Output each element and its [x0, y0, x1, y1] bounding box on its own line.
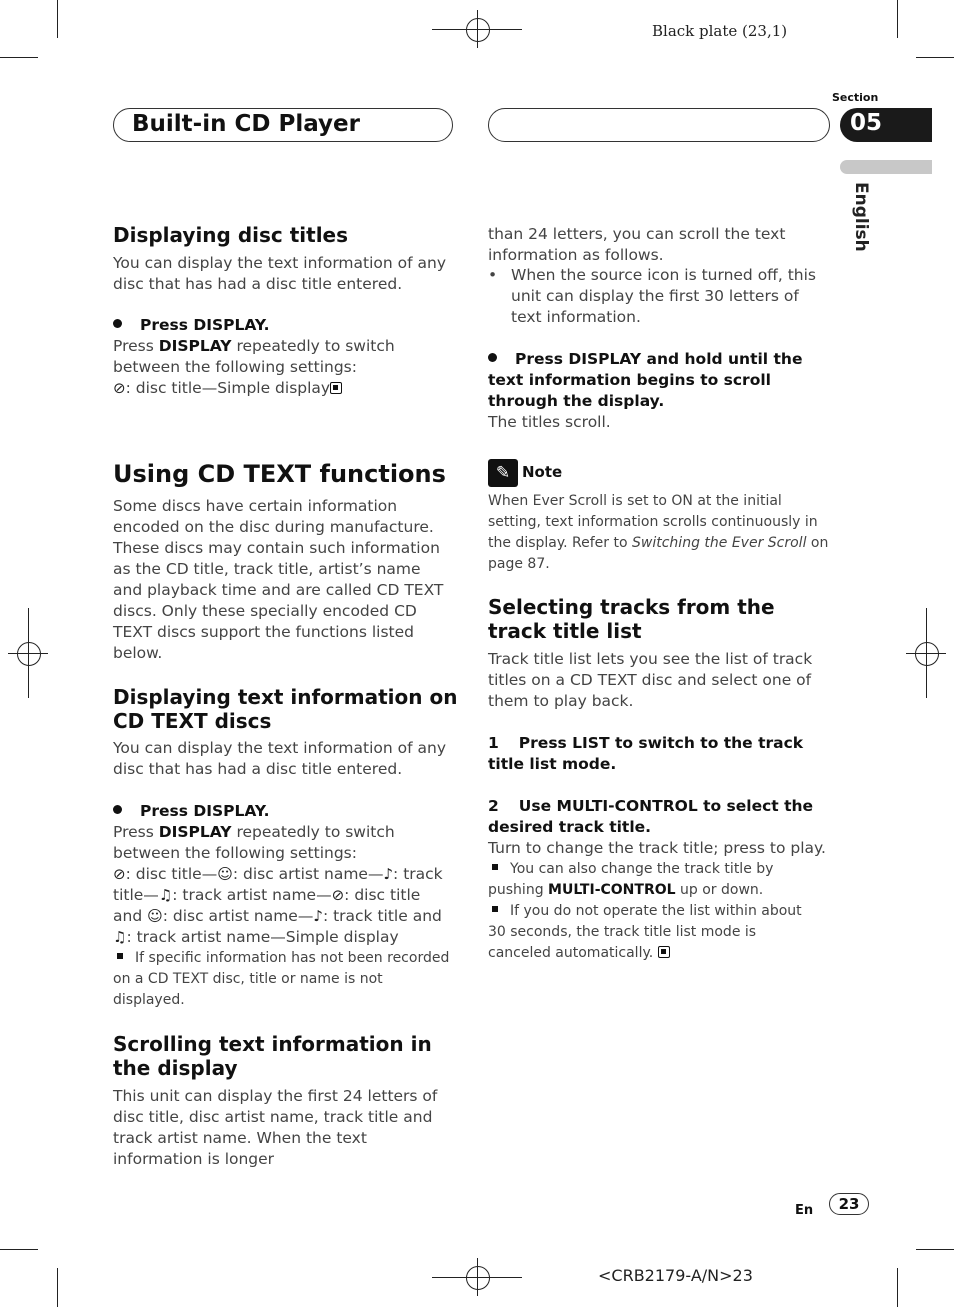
- settings-text: : track title—: [113, 865, 443, 904]
- registration-mark: [466, 1266, 490, 1290]
- note-body: on page 87.: [488, 535, 829, 572]
- chapter-title-pill: [113, 108, 453, 142]
- settings-text: : disc title—: [125, 865, 218, 883]
- language-tab-bar: [840, 160, 932, 174]
- text-info-intro: You can display the text information of any disc that has had a disc title entered.: [113, 739, 447, 778]
- step-number: 2: [488, 797, 499, 815]
- bullet-icon: [488, 353, 497, 362]
- track-title-icon: ♪: [313, 907, 323, 925]
- track-list-step-1: [488, 733, 830, 775]
- settings-text: : track artist name—: [172, 886, 332, 904]
- body-text: repeatedly to switch between the following settings:: [113, 337, 395, 376]
- step-label: Use MULTI-CONTROL to select the desired track title.: [488, 797, 814, 836]
- settings-text: : track artist name—Simple display: [126, 928, 399, 946]
- body-text: repeatedly to switch between the following settings:: [113, 823, 395, 862]
- display-key-label: DISPLAY: [158, 823, 232, 841]
- step-label: Press DISPLAY.: [140, 802, 270, 820]
- body-text: Press: [113, 337, 159, 355]
- settings-text: : track title and: [322, 907, 442, 925]
- bullet-icon: •: [488, 266, 498, 284]
- scrolling-bullet: [488, 265, 830, 328]
- note-text: [488, 491, 833, 575]
- note-pencil-icon: ✎: [488, 459, 518, 487]
- note-text: If specific information has not been recorded on a CD TEXT disc, title or name is not displayed.: [113, 950, 450, 1008]
- settings-text: : disc title and: [113, 886, 421, 925]
- note-text: up or down.: [675, 882, 764, 898]
- page-number: 23: [829, 1193, 869, 1215]
- track-artist-icon: ♫: [158, 886, 173, 904]
- body-text: Press: [113, 823, 159, 841]
- crop-mark: [897, 1268, 898, 1307]
- note-reference: Switching the Ever Scroll: [632, 535, 807, 551]
- track-list-intro: Track title list lets you see the list of track titles on a CD TEXT disc and select one of them to play back.: [488, 650, 813, 710]
- disc-title-icon: ⊘: [113, 865, 126, 883]
- note-body: When Ever Scroll is set to ON at the initial setting, text information scrolls continuously in the display. Refer to: [488, 493, 818, 551]
- settings-text: : disc artist name—: [162, 907, 314, 925]
- crop-mark: [897, 0, 898, 38]
- end-mark-icon: [658, 946, 670, 958]
- text-info-heading: Displaying text information on CD TEXT discs: [113, 685, 458, 733]
- step-number: 1: [488, 734, 499, 752]
- document-code: <CRB2179-A/N>23: [598, 1266, 753, 1285]
- track-list-note-2: [488, 901, 818, 964]
- text-info-step: [113, 801, 269, 822]
- note-bullet-icon: [492, 864, 498, 870]
- bullet-icon: [113, 805, 122, 814]
- plate-label: Black plate (23,1): [652, 22, 788, 40]
- registration-mark: [17, 642, 41, 666]
- crop-mark: [57, 1268, 58, 1307]
- scrolling-intro: This unit can display the first 24 letters of disc title, disc artist name, track title and track artist name. When the text information is longer: [113, 1087, 438, 1168]
- disc-title-icon: ⊘: [113, 379, 126, 397]
- end-mark-icon: [330, 382, 342, 394]
- note-text: You can also change the track title by pushing: [488, 861, 774, 898]
- registration-mark: [466, 18, 490, 42]
- note-bullet-icon: [117, 953, 123, 959]
- section-number-tab: [840, 108, 932, 142]
- settings-text: : disc title—Simple display: [125, 379, 331, 397]
- registration-mark: [915, 642, 939, 666]
- language-tab: English: [851, 182, 871, 252]
- bullet-icon: [113, 319, 122, 328]
- text-info-note: [113, 948, 458, 1011]
- display-key-label: DISPLAY: [158, 337, 232, 355]
- scroll-step-result: The titles scroll.: [488, 413, 611, 431]
- disc-artist-icon: ☺: [147, 907, 163, 925]
- track-list-step-2: [488, 796, 818, 838]
- cd-text-heading: Using CD TEXT functions: [113, 460, 446, 488]
- disc-titles-body: [113, 336, 453, 399]
- disc-titles-heading: Displaying disc titles: [113, 223, 349, 247]
- track-artist-icon: ♫: [113, 928, 127, 946]
- scrolling-heading: Scrolling text information in the display: [113, 1032, 432, 1080]
- note-label: Note: [522, 463, 563, 481]
- track-title-icon: ♪: [383, 865, 394, 883]
- track-list-note-1: [488, 859, 833, 901]
- multi-control-label: MULTI-CONTROL: [548, 882, 676, 898]
- section-number: 05: [850, 110, 883, 136]
- step-label: Press DISPLAY.: [140, 316, 270, 334]
- crop-mark: [916, 57, 954, 58]
- language-code: En: [795, 1203, 814, 1218]
- bullet-text: When the source icon is turned off, this unit can display the first 30 letters of text information.: [511, 266, 816, 326]
- step-label: Press LIST to switch to the track title list mode.: [488, 734, 804, 773]
- note-bullet-icon: [492, 906, 498, 912]
- section-label: Section: [832, 91, 879, 104]
- header-pill-empty: [488, 108, 830, 142]
- disc-titles-step: [113, 315, 269, 336]
- settings-text: : disc artist name—: [232, 865, 384, 883]
- disc-titles-intro: You can display the text information of any disc that has had a disc title entered.: [113, 254, 447, 293]
- cd-text-intro: Some discs have certain information encoded on the disc during manufacture. These discs may contain such information as the CD title, track title, artist’s name and playback time and are called CD TEXT discs. Only these specially encoded CD TEXT discs support the functions listed below.: [113, 497, 444, 662]
- crop-mark: [916, 1249, 954, 1250]
- step-label: Press DISPLAY and hold until the text information begins to scroll through the display.: [488, 350, 803, 410]
- text-info-body: [113, 822, 453, 948]
- crop-mark: [57, 0, 58, 38]
- chapter-title: Built-in CD Player: [132, 111, 360, 137]
- disc-artist-icon: ☺: [217, 865, 233, 883]
- note-text: If you do not operate the list within about 30 seconds, the track title list mode is canceled automatically.: [488, 903, 802, 961]
- crop-mark: [0, 1249, 38, 1250]
- scrolling-continued: than 24 letters, you can scroll the text information as follows.: [488, 225, 786, 264]
- scroll-step: [488, 349, 830, 412]
- track-list-step-2-body: Turn to change the track title; press to play.: [488, 839, 826, 857]
- disc-title-icon: ⊘: [331, 886, 345, 904]
- track-list-heading: Selecting tracks from the track title list: [488, 595, 775, 643]
- crop-mark: [0, 57, 38, 58]
